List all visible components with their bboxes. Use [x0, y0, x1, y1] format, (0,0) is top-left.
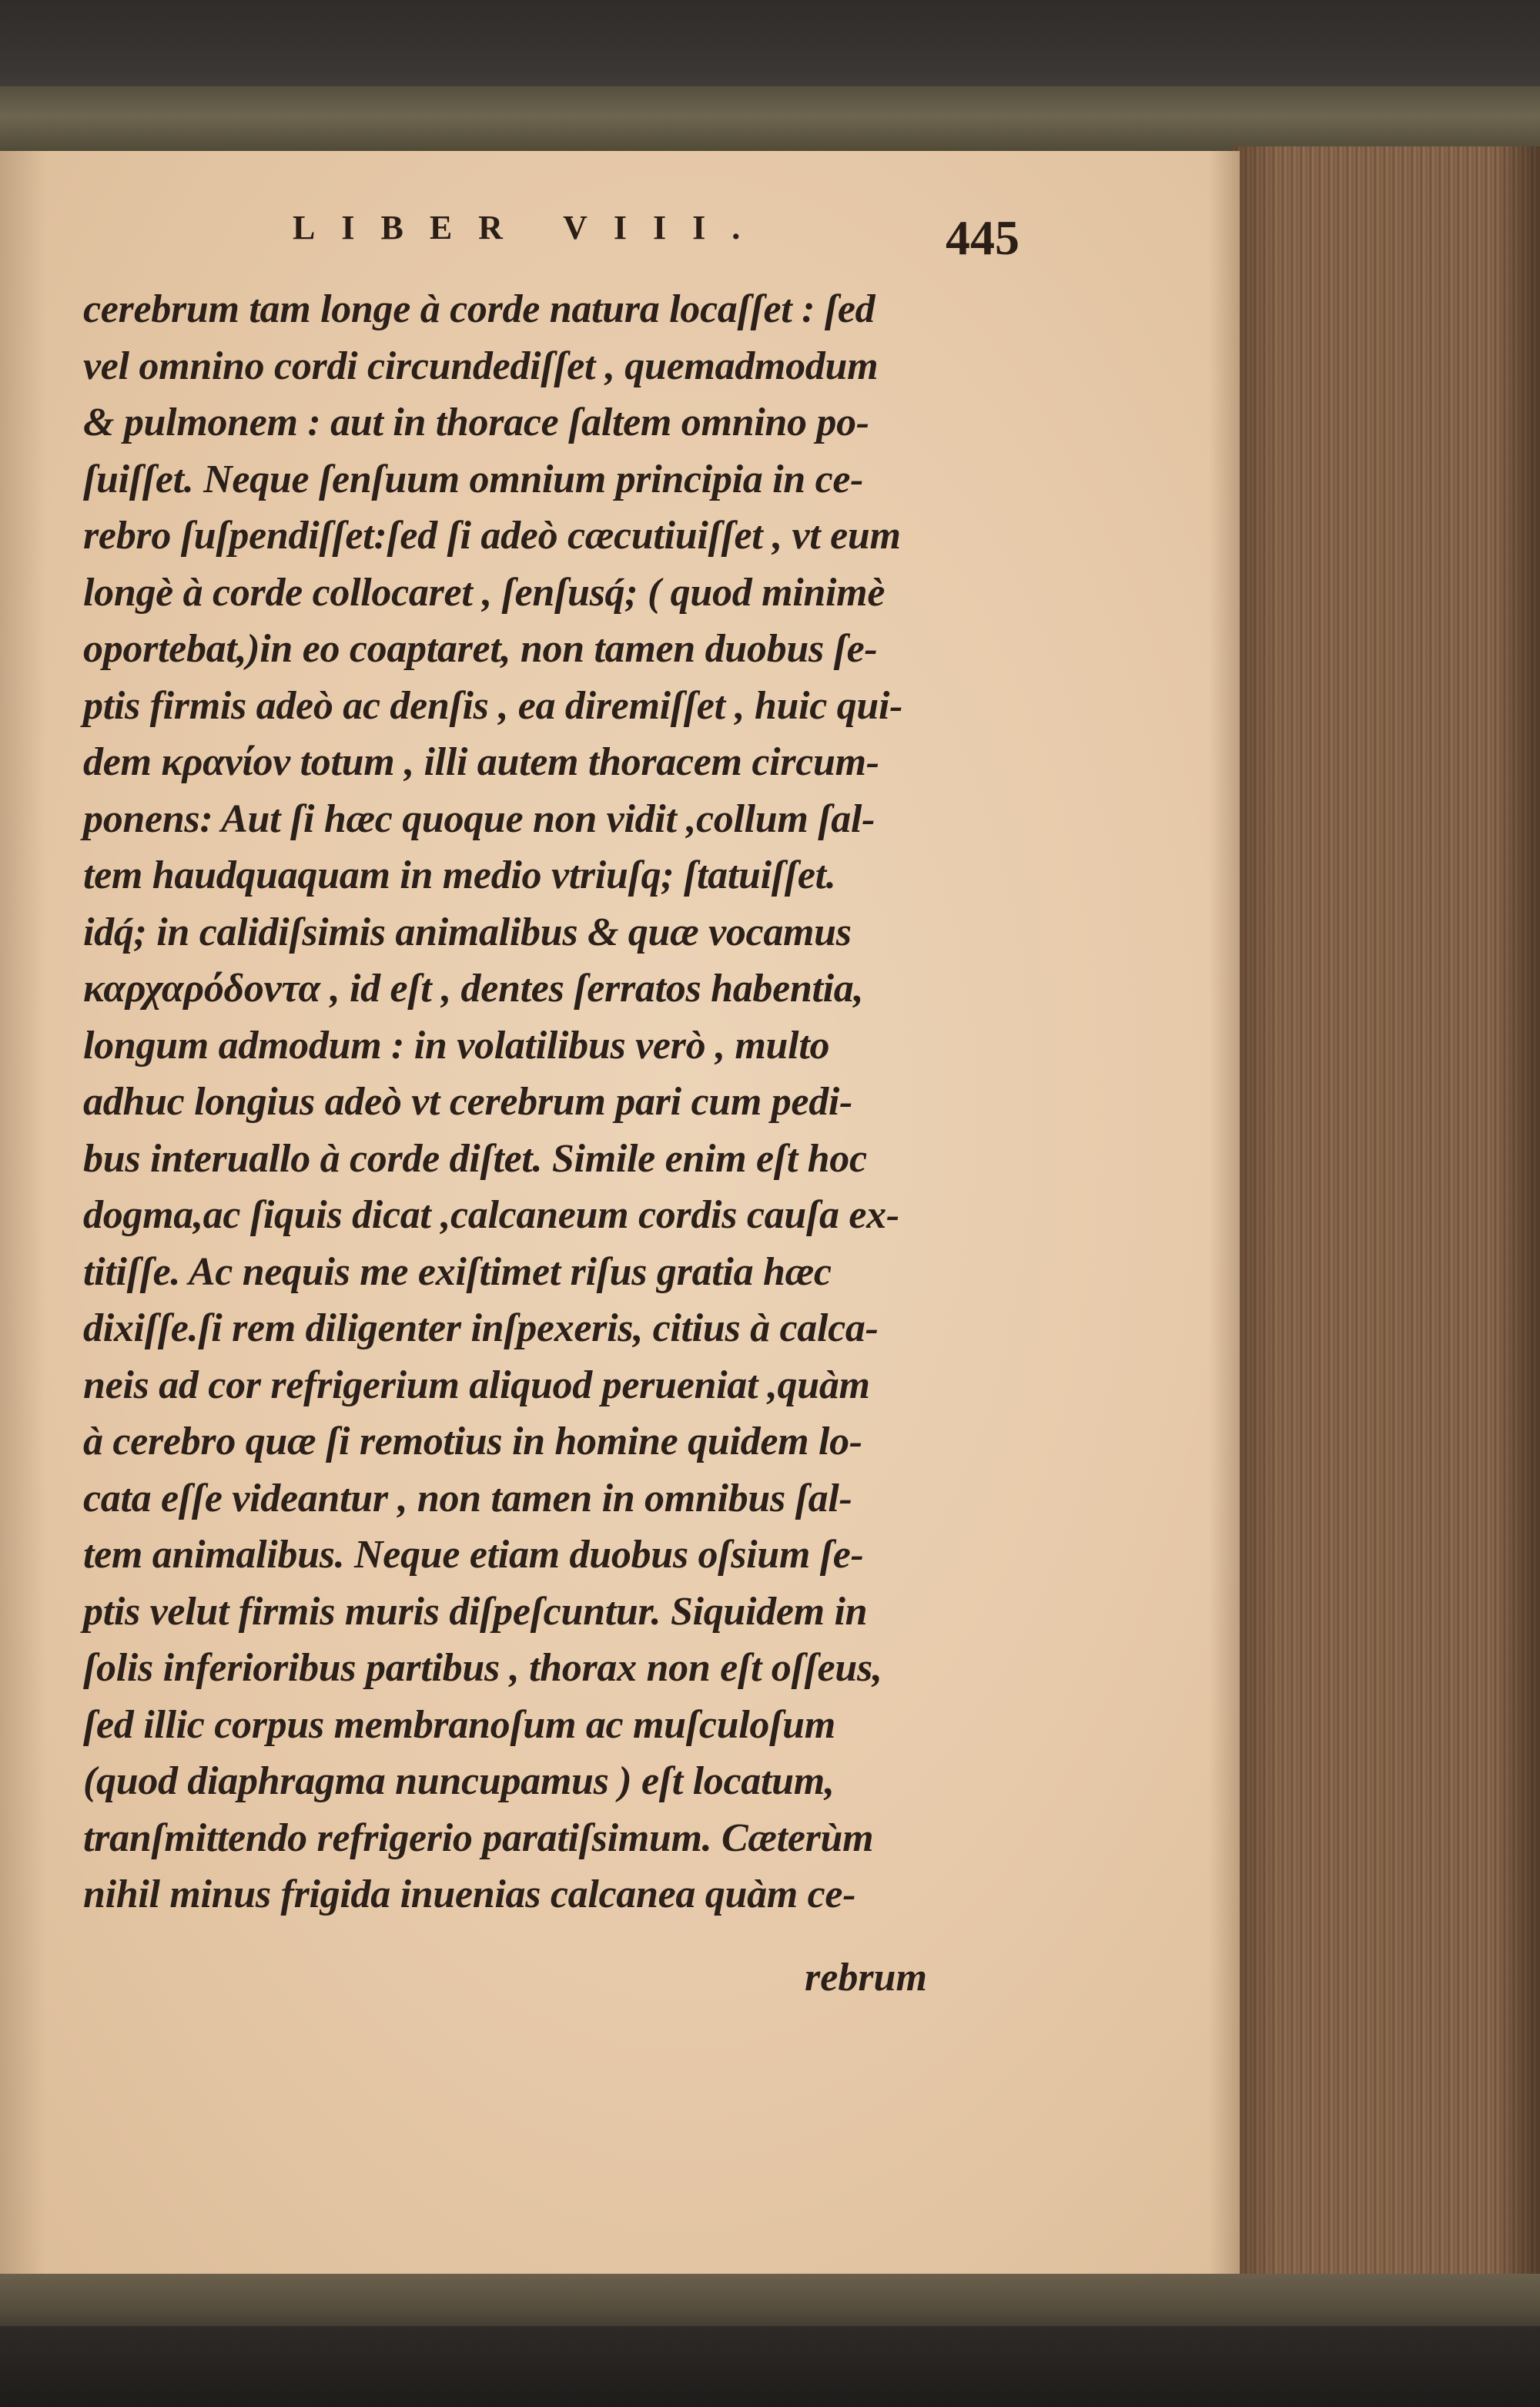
text-line: vel omnino cordi circundediſſet , quemadmodum [83, 344, 879, 388]
book-cover-top-edge [0, 86, 1540, 154]
page-number: 445 [946, 210, 1019, 265]
text-line: ponens: Aut ſi hæc quoque non vidit ,collum ſal- [83, 796, 875, 841]
text-line: ſed illic corpus membranoſum ac muſculoſum [83, 1702, 835, 1747]
text-line: & pulmonem : aut in thorace ſaltem omnino po- [83, 401, 869, 444]
catchword: rebrum [805, 1956, 927, 2000]
text-line: neis ad cor refrigerium aliquod perueniat ,quàm [83, 1363, 870, 1407]
text-line: ptis velut firmis muris diſpeſcuntur. Siquidem in [83, 1589, 868, 1634]
text-line: titiſſe. Ac nequis me exiſtimet riſus gratia hæc [83, 1249, 832, 1294]
text-line: longè à corde collocaret , ſenſusq́; ( quod minimè [83, 570, 886, 615]
text-line: dogma,ac ſiquis dicat ,calcaneum cordis cauſa ex- [83, 1193, 899, 1237]
text-line: idq́; in calidiſsimis animalibus & quæ vocamus [83, 910, 852, 954]
text-line: dem κρανίον totum , illi autem thoracem circum- [83, 740, 879, 784]
body-text [83, 281, 992, 2006]
text-line: ptis firmis adeò ac denſis , ea diremiſſet , huic qui- [83, 683, 903, 728]
text-line: tem animalibus. Neque etiam duobus oſsium ſe- [83, 1533, 864, 1577]
text-line: καρχαρόδοντα , id eſt , dentes ſerratos habentia, [83, 967, 864, 1011]
running-head: LIBER VIII. [293, 209, 767, 246]
text-line: nihil minus frigida inuenias calcanea quàm ce- [83, 1872, 856, 1916]
text-line: bus interuallo à corde diſtet. Simile enim eſt hoc [83, 1136, 867, 1181]
text-line: tem haudquaquam in medio vtriuſq; ſtatuiſſet. [83, 853, 836, 897]
background-bottom [0, 2326, 1540, 2407]
text-line: tranſmittendo refrigerio paratiſsimum. Cæterùm [83, 1815, 874, 1860]
text-line: adhuc longius adeò vt cerebrum pari cum pedi- [83, 1080, 853, 1124]
text-line: cerebrum tam longe à corde natura locaſſet : ſed [83, 287, 875, 331]
text-line: longum admodum : in volatilibus verò , multo [83, 1023, 830, 1068]
text-line: oportebat,)in eo coaptaret, non tamen duobus ſe- [83, 627, 878, 671]
text-line: ſolis inferioribus partibus , thorax non eſt oſſeus, [83, 1646, 882, 1690]
text-line: rebro ſuſpendiſſet:ſed ſi adeò cæcutiuiſſet , vt eum [83, 514, 901, 558]
text-line: à cerebro quæ ſi remotius in homine quidem lo- [83, 1420, 862, 1463]
text-line: dixiſſe.ſi rem diligenter inſpexeris, citius à calca- [83, 1306, 879, 1350]
text-line: cata eſſe videantur , non tamen in omnibus ſal- [83, 1476, 852, 1520]
text-line: ſuiſſet. Neque ſenſuum omnium principia in ce- [83, 457, 864, 501]
text-line: (quod diaphragma nuncupamus ) eſt locatum, [83, 1759, 835, 1803]
page-edges [1232, 146, 1540, 2284]
